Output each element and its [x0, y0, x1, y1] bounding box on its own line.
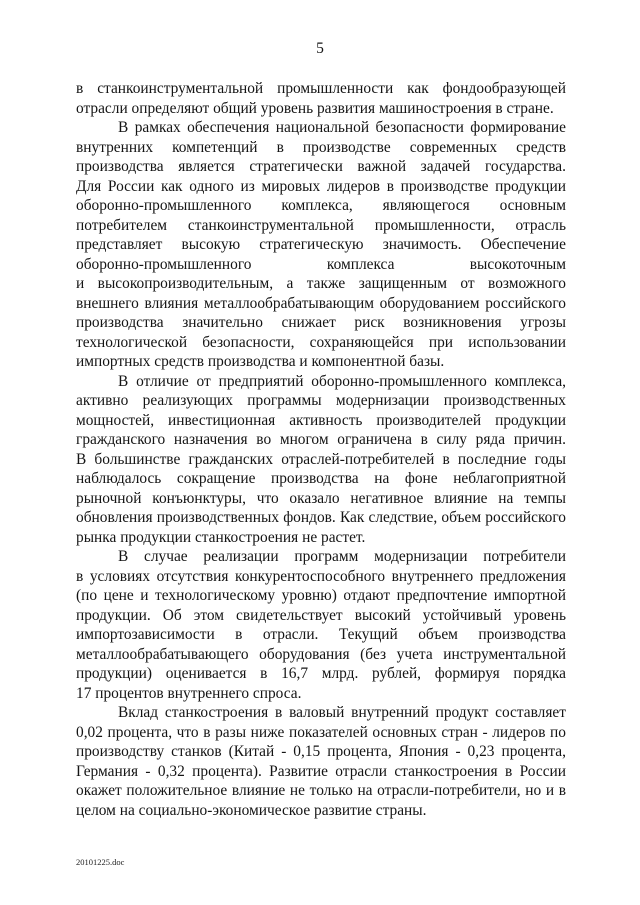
text-line: Для России как одного из мировых лидеров в производстве продукции: [76, 177, 566, 195]
text-line: В большинстве гражданских отраслей-потребителей в последние годы: [76, 450, 566, 468]
text-line: обновления производственных фондов. Как следствие, объем российского: [76, 509, 566, 526]
text-line: оборонно-промышленного комплекса, являющегося основным: [76, 197, 566, 214]
text-line: окажет положительное влияние не только на отрасли-потребители, но и в: [76, 782, 566, 799]
footer-filename: 20101225.doc: [76, 857, 125, 867]
text-line: внешнего влияния металлообрабатывающим оборудованием российского: [76, 294, 566, 312]
text-line: рыночной конъюнктуры, что оказало негативное влияние на темпы: [76, 489, 566, 507]
text-line: представляет высокую стратегическую значимость. Обеспечение: [76, 236, 566, 253]
text-line: Германия - 0,32 процента). Развитие отрасли станкостроения в России: [76, 762, 566, 780]
text-line: 17 процентов внутреннего спроса.: [76, 684, 302, 702]
text-line: в условиях отсутствия конкурентоспособного внутреннего предложения: [76, 567, 566, 585]
text-line: внутренних компетенций в производстве современных средств: [76, 138, 566, 156]
text-line: наблюдалось сокращение производства на фоне неблагоприятной: [76, 470, 566, 487]
text-line: производству станков (Китай - 0,15 процента, Япония - 0,23 процента,: [76, 743, 566, 760]
text-line: потребителем станкоинструментальной промышленности, отрасль: [76, 216, 566, 234]
text-line: и высокопроизводительным, а также защищенным от возможного: [76, 275, 566, 292]
text-line: гражданского назначения во многом ограничена в силу ряда причин.: [76, 431, 566, 448]
text-line: технологической безопасности, сохраняющейся при использовании: [76, 333, 566, 351]
text-line: производства является стратегически важной задачей государства.: [76, 158, 566, 175]
text-line: Вклад станкостроения в валовый внутренний продукт составляет: [118, 704, 566, 721]
text-line: В случае реализации программ модернизации потребители: [118, 548, 566, 565]
text-line: (по цене и технологическому уровню) отдают предпочтение импортной: [76, 587, 566, 604]
text-line: В отличие от предприятий оборонно-промышленного комплекса,: [118, 372, 566, 390]
text-line: продукции. Об этом свидетельствует высокий устойчивый уровень: [76, 606, 566, 624]
text-line: производства значительно снижает риск возникновения угрозы: [76, 314, 566, 331]
text-line: импортозависимости в отрасли. Текущий объем производства: [76, 626, 566, 643]
text-line: отрасли определяют общий уровень развития машиностроения в стране.: [76, 99, 554, 117]
text-line: в станкоинструментальной промышленности как фондообразующей: [76, 80, 566, 97]
text-line: 0,02 процента, что в разы ниже показателей основных стран - лидеров по: [76, 723, 566, 741]
text-line: В рамках обеспечения национальной безопасности формирование: [118, 119, 566, 136]
text-line: активно реализующих программы модернизации производственных: [76, 392, 566, 409]
body-text: [76, 79, 566, 820]
text-line: мощностей, инвестиционная активность производителей продукции: [76, 411, 566, 429]
text-line: импортных средств производства и компонентной базы.: [76, 353, 445, 370]
text-line: металлообрабатывающего оборудования (без учета инструментальной: [76, 645, 566, 663]
text-line: целом на социально-экономическое развитие страны.: [76, 801, 427, 819]
text-line: рынка продукции станкостроения не растет.: [76, 528, 366, 546]
page-number: 5: [316, 40, 324, 57]
text-line: оборонно-промышленного комплекса высокоточным: [76, 255, 566, 273]
text-line: продукции) оценивается в 16,7 млрд. рублей, формируя порядка: [76, 665, 566, 682]
